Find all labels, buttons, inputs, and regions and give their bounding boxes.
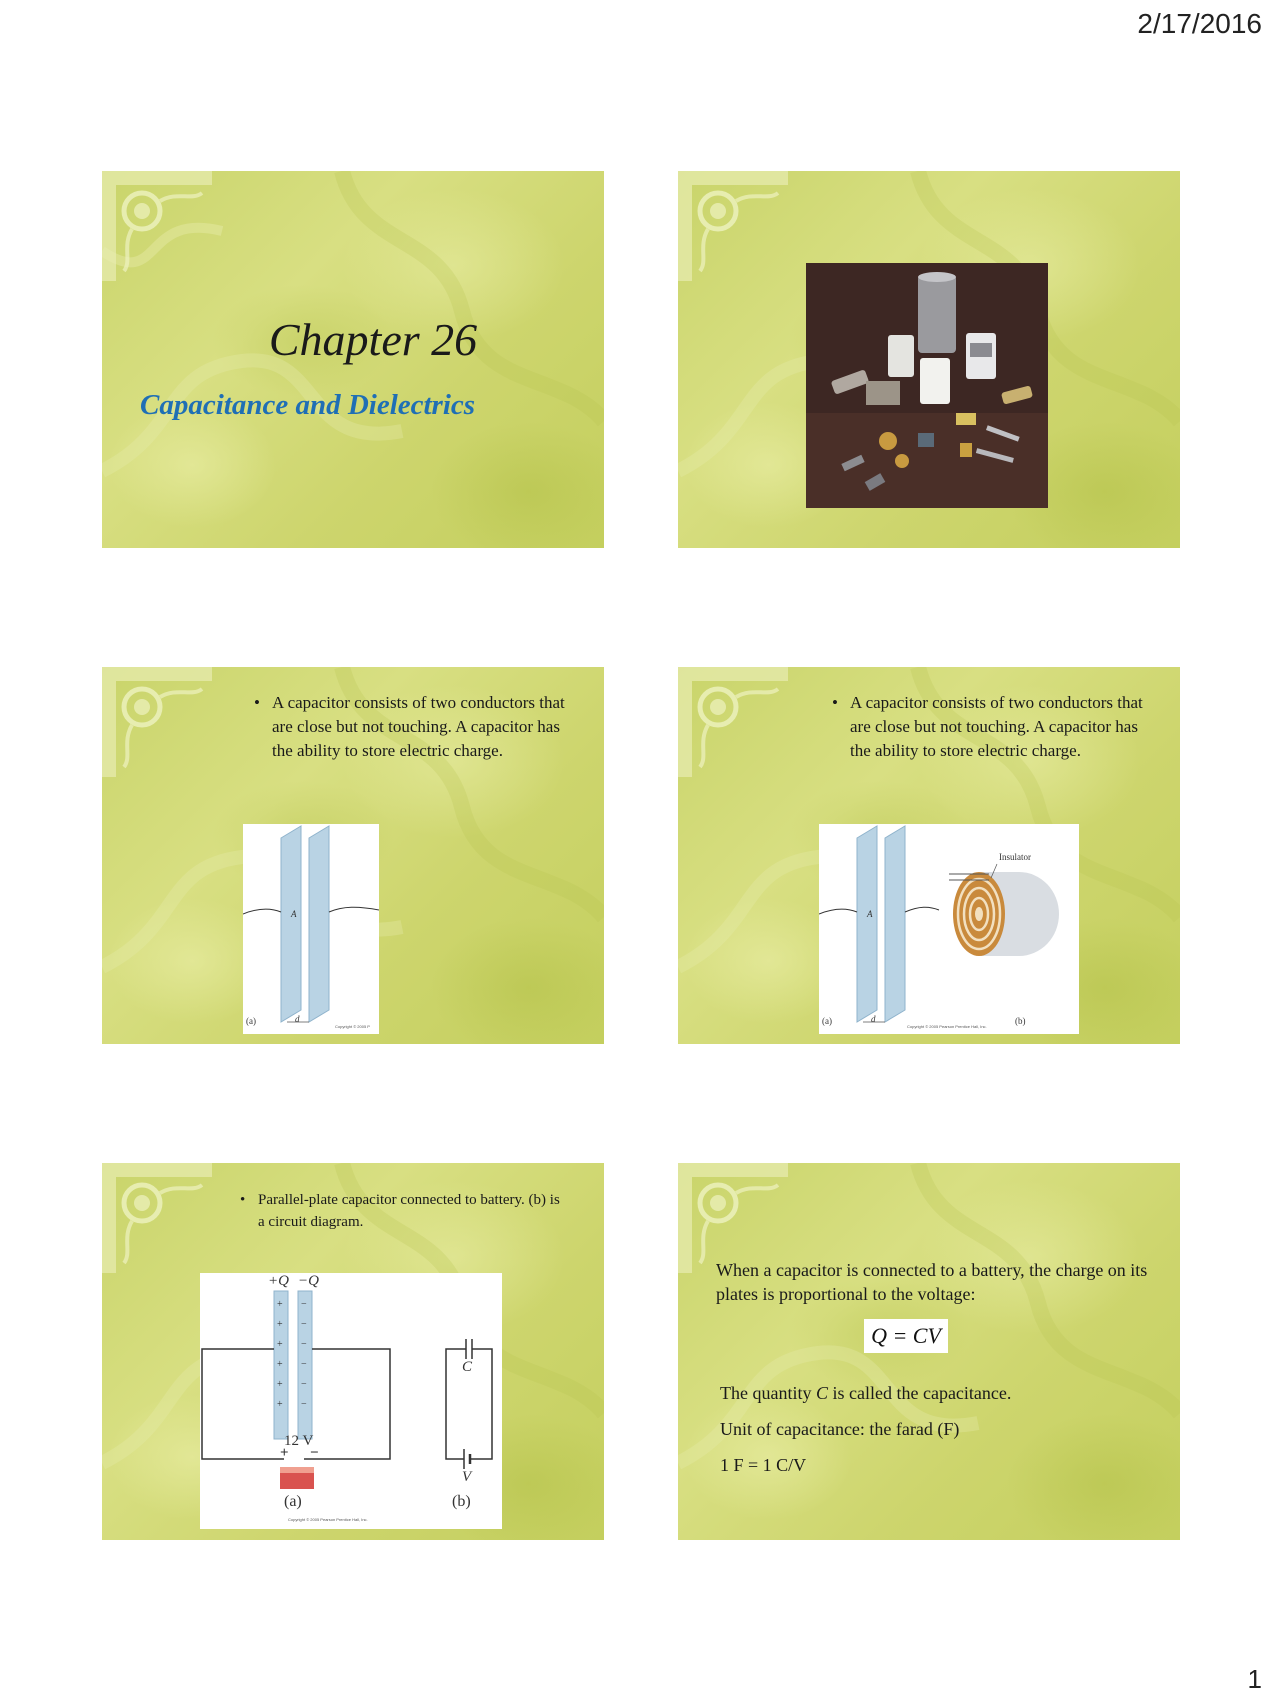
- slide-5: [102, 1163, 604, 1540]
- corner-ornament-icon: [102, 667, 212, 777]
- figure-label-a: (a): [284, 1493, 302, 1510]
- unit-line: Unit of capacitance: the farad (F): [720, 1419, 960, 1439]
- svg-text:+: +: [277, 1319, 283, 1330]
- corner-ornament-icon: [102, 171, 212, 281]
- corner-ornament-icon: [678, 1163, 788, 1273]
- figure-label-a: (a): [822, 1016, 832, 1026]
- capacitors-photo: [806, 263, 1048, 508]
- svg-text:−: −: [301, 1379, 307, 1390]
- slide-3: [102, 667, 604, 1044]
- svg-text:−: −: [301, 1339, 307, 1350]
- slide-2: [678, 171, 1180, 548]
- slide-1: [102, 171, 604, 548]
- plate-label: A: [291, 909, 297, 919]
- header-date: 2/17/2016: [1137, 8, 1262, 39]
- svg-text:−: −: [301, 1399, 307, 1410]
- gap-label: d: [295, 1014, 300, 1024]
- svg-text:+: +: [277, 1379, 283, 1390]
- battery-circuit-figure: [200, 1273, 502, 1529]
- svg-text:+: +: [277, 1359, 283, 1370]
- slide-bullet: • Parallel-plate capacitor connected to battery. (b) is a circuit diagram.: [240, 1192, 560, 1230]
- copyright: Copyright © 2005 Pearson Prentice Hall, Inc.: [288, 1517, 368, 1522]
- capacitance-line: The quantity C is called the capacitance.: [720, 1383, 1012, 1403]
- slide-bullet: • A capacitor consists of two conductors that are close but not touching. A capacitor has the ability to store electric charge.: [832, 693, 1143, 760]
- equation-box: Q = CV: [864, 1319, 948, 1353]
- plate-label: A: [867, 909, 873, 919]
- copyright: Copyright © 2005 P: [335, 1024, 370, 1029]
- page-number: 1: [1247, 1664, 1262, 1694]
- corner-ornament-icon: [102, 1163, 212, 1273]
- voltage-label: 12 V: [284, 1433, 314, 1449]
- battery-minus: −: [310, 1445, 319, 1461]
- insulator-label: Insulator: [999, 852, 1031, 862]
- parallel-plate-figure: [243, 824, 379, 1034]
- capacitor-symbol-label: C: [462, 1359, 473, 1375]
- slide-subtitle: Capacitance and Dielectrics: [140, 389, 476, 421]
- svg-text:+: +: [277, 1299, 283, 1310]
- intro-text: When a capacitor is connected to a battery, the charge on its plates is proportional to the voltage:: [716, 1260, 1148, 1304]
- svg-text:+: +: [277, 1339, 283, 1350]
- corner-ornament-icon: [678, 667, 788, 777]
- corner-ornament-icon: [678, 171, 788, 281]
- capacitor-types-figure: [819, 824, 1079, 1034]
- gap-label: d: [871, 1014, 876, 1024]
- plus-q-label: +Q: [268, 1273, 289, 1289]
- farad-definition: 1 F = 1 C/V: [720, 1455, 807, 1475]
- svg-text:−: −: [301, 1319, 307, 1330]
- slide-bullet: • A capacitor consists of two conductors that are close but not touching. A capacitor has the ability to store electric charge.: [254, 693, 565, 760]
- voltage-symbol-label: V: [462, 1469, 472, 1485]
- battery-plus: +: [280, 1445, 289, 1461]
- figure-label-b: (b): [1015, 1016, 1026, 1026]
- figure-label-a: (a): [246, 1016, 256, 1026]
- slide-6: [678, 1163, 1180, 1540]
- minus-q-label: −Q: [298, 1273, 319, 1289]
- slide-title: Chapter 26: [268, 314, 478, 365]
- svg-text:−: −: [301, 1359, 307, 1370]
- svg-text:−: −: [301, 1299, 307, 1310]
- figure-label-b: (b): [452, 1493, 471, 1510]
- slide-4: [678, 667, 1180, 1044]
- copyright: Copyright © 2005 Pearson Prentice Hall, Inc.: [907, 1024, 987, 1029]
- svg-text:+: +: [277, 1399, 283, 1410]
